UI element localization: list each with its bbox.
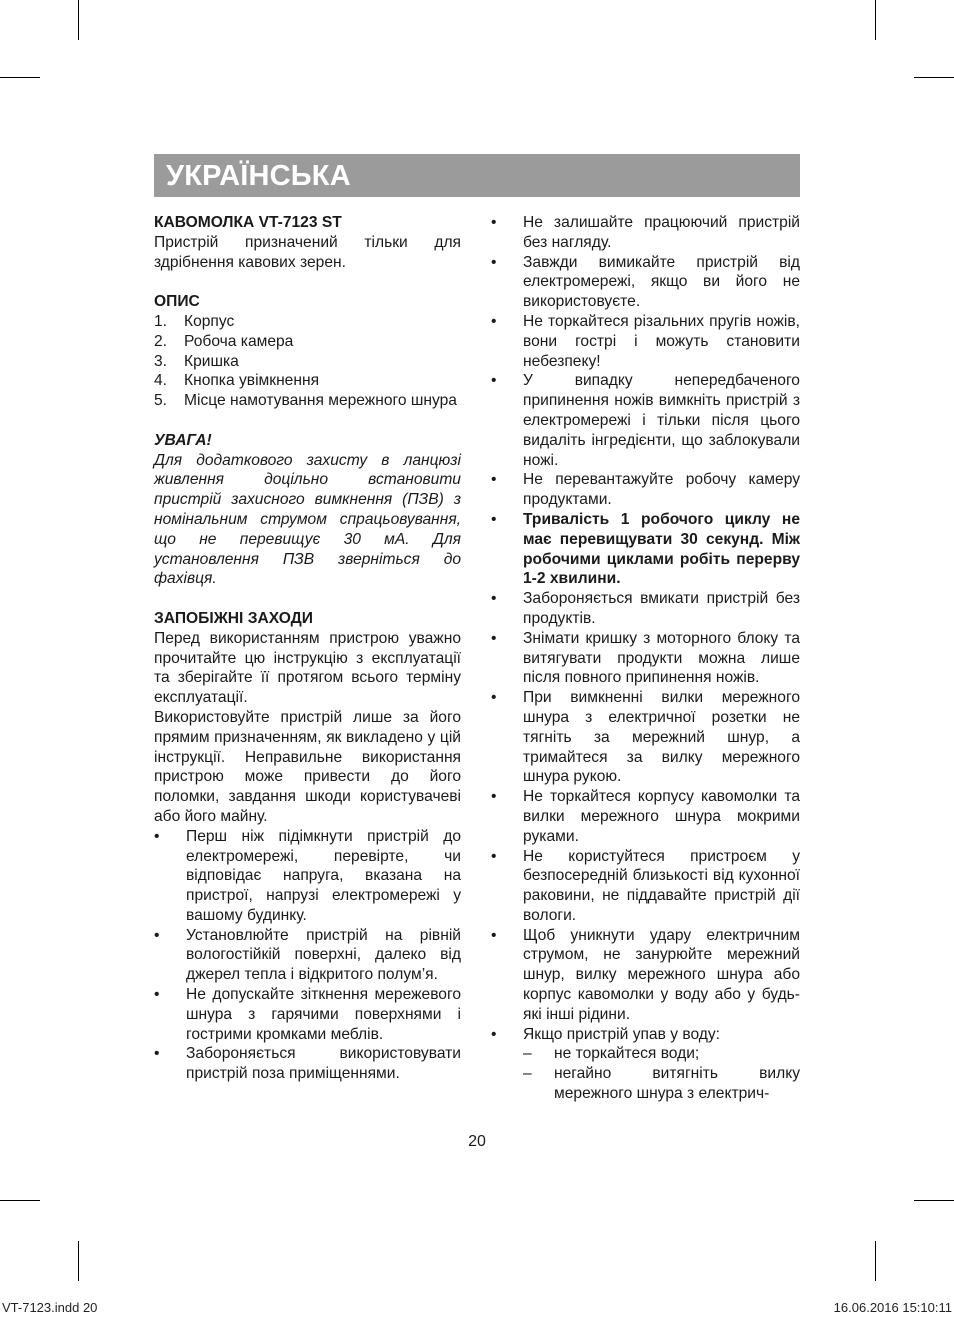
- warning-heading: УВАГА!: [154, 431, 212, 449]
- crop-mark: [875, 0, 876, 40]
- product-intro: Пристрій призначений тільки для здрібнення кавових зерен.: [154, 233, 461, 271]
- list-item: 2. Робоча камера: [154, 332, 294, 350]
- description-list: [154, 312, 461, 411]
- list-item: • У випадку непередбаченого припинення ножів вимкніть пристрій з електромережі і тільки після цього видаліть інгредієнти, що заблокували ножі.: [491, 372, 800, 469]
- list-item: • Не допускайте зіткнення мережевого шнура з гарячими поверхнями і гострими кромками меблів.: [154, 986, 461, 1043]
- crop-mark: [875, 1241, 876, 1281]
- language-banner: [154, 154, 800, 197]
- crop-mark: [914, 1200, 954, 1201]
- list-item: • Перш ніж підімкнути пристрій до електромережі, перевірте, чи відповідає напруга, вказана на пристрої, напрузі електромережі у вашому будинку.: [154, 827, 461, 924]
- list-item: 3. Кришка: [154, 352, 239, 370]
- list-item-bold: • Тривалість 1 робочого циклу не має перевищувати 30 секунд. Між робочими циклами робіть перерву 1-2 хвилини.: [491, 510, 800, 588]
- crop-mark: [0, 77, 40, 78]
- footer-timestamp: 16.06.2016 15:10:11: [833, 1300, 952, 1315]
- language-title: УКРАЇНСЬКА: [166, 160, 351, 192]
- list-item: 4. Кнопка увімкнення: [154, 372, 320, 390]
- list-item: • Щоб уникнути удару електричним струмом, не занурюйте мережний шнур, вилку мережного шнура або корпус кавомолки у воду або у будь-які інші рідини.: [491, 926, 800, 1023]
- sub-list-item: – негайно витягніть вилку мережного шнура з електрич-: [523, 1065, 800, 1103]
- list-item: • Знімати кришку з моторного блоку та витягувати продукти можна лише після повного припинення ножів.: [491, 629, 800, 687]
- crop-mark: [78, 1241, 79, 1281]
- left-column: [154, 213, 461, 1084]
- list-item: • Завжди вимикайте пристрій від електромережі, якщо ви його не використовуєте.: [491, 253, 800, 311]
- list-item: • Установлюйте пристрій на рівній вологостійкій поверхні, далеко від джерел тепла і відкритого полум’я.: [154, 926, 461, 984]
- list-item: • Якщо пристрій упав у воду:: [491, 1025, 721, 1043]
- list-item: • Не користуйтеся пристроєм у безпосередній близькості від кухонної раковини, не піддавайте пристрій дії вологи.: [491, 847, 800, 924]
- list-item: • При вимкненні вилки мережного шнура з електричної розетки не тягніть за мережний шнур, а тримайтеся за вилку мережного шнура рукою.: [491, 689, 800, 786]
- warning-text: Для додаткового захисту в ланцюзі живлення доцільно встановити пристрій захисного вимкнення (ПЗВ) з номінальним струмом спрацьовування, що не перевищує 30 мА. Для установлення ПЗВ зверніться до фахівця.: [154, 451, 461, 588]
- description-heading: ОПИС: [154, 293, 200, 311]
- list-item: • Не торкайтеся різальних пругів ножів, вони гострі і можуть становити небезпеку!: [491, 312, 800, 370]
- list-item: • Не залишайте працюючий пристрій без нагляду.: [491, 214, 800, 251]
- sub-list-item: – не торкайтеся води;: [523, 1045, 700, 1063]
- crop-mark: [914, 77, 954, 78]
- page-number: 20: [468, 1133, 486, 1150]
- safety-paragraph: Перед використанням пристрою уважно прочитайте цю інструкцію з експлуатації та зберігайте її протягом всього терміну експлуатації.: [154, 629, 461, 707]
- crop-mark: [0, 1200, 40, 1201]
- list-item: 5. Місце намотування мережного шнура: [154, 392, 457, 410]
- crop-mark: [78, 0, 79, 40]
- list-item: • Забороняється вмикати пристрій без продуктів.: [491, 590, 800, 627]
- list-item: • Не перевантажуйте робочу камеру продуктами.: [491, 471, 800, 509]
- right-column: [491, 213, 800, 1104]
- list-item: • Не торкайтеся корпусу кавомолки та вилки мережного шнура мокрими руками.: [491, 788, 800, 845]
- safety-paragraph: Використовуйте пристрій лише за його прямим призначенням, як викладено у цій інструкції. Неправильне використання пристрою може привести до його поломки, завдання шкоди користувачеві або його майну.: [154, 708, 461, 825]
- footer-file: VT-7123.indd 20: [2, 1300, 98, 1315]
- list-item: 1. Корпус: [154, 312, 235, 330]
- product-title: КАВОМОЛКА VT-7123 ST: [154, 214, 342, 231]
- safety-heading: ЗАПОБІЖНІ ЗАХОДИ: [154, 609, 313, 627]
- list-item: • Забороняється використовувати пристрій поза приміщеннями.: [154, 1045, 461, 1083]
